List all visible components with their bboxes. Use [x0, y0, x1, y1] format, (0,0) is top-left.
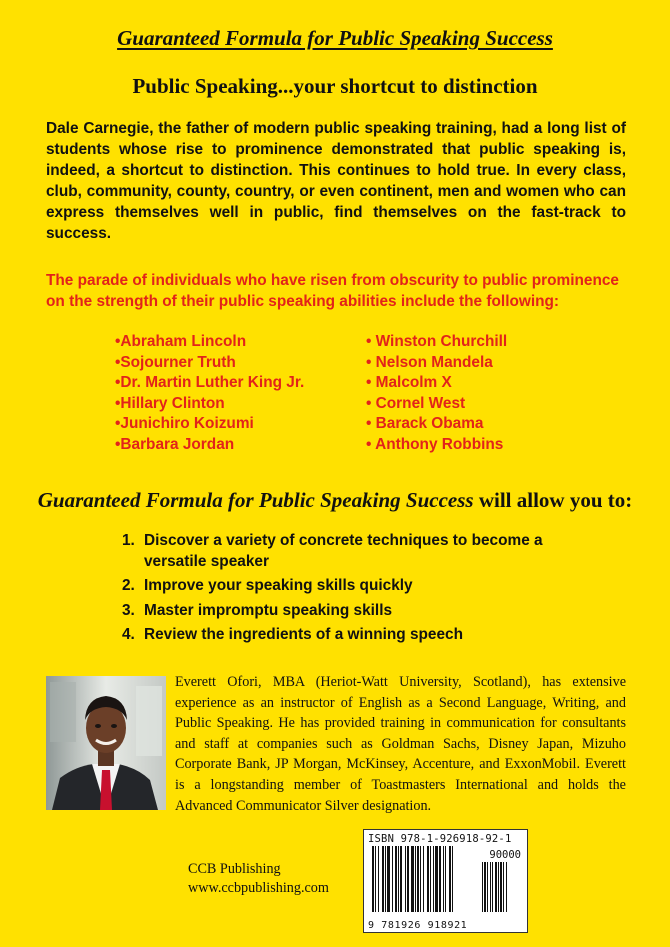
list-item: • Abraham Lincoln	[115, 332, 355, 353]
list-number: 4.	[122, 626, 135, 643]
list-number: 3.	[122, 601, 135, 619]
list-item: • Malcolm X	[366, 373, 606, 394]
publisher-name: CCB Publishing	[188, 861, 281, 877]
list-item: • Winston Churchill	[366, 332, 606, 353]
formula-heading	[0, 488, 670, 513]
benefits-list	[122, 531, 582, 650]
top-title: Guaranteed Formula for Public Speaking Success	[117, 26, 553, 50]
people-list-left	[115, 332, 355, 455]
list-item: • Barack Obama	[366, 414, 606, 435]
list-text: Master impromptu speaking skills	[144, 601, 393, 619]
list-number: 1.	[122, 532, 135, 549]
author-bio: Everett Ofori, MBA (Heriot-Watt University, Scotland), has extensive experience as an instructor of English as a Second Language, Writing, and Public Speaking. He has provided training in communication for consultants and staff at companies such as Goldman Sachs, Disney Japan, Mizuho Corporate Bank, JP Morgan, McKinsey, Accenture, and ExxonMobil. Everett is a longstanding member of Toastmasters International and holds the Advanced Communicator Silver designation.	[175, 674, 626, 814]
publisher-block	[188, 860, 329, 898]
list-item: • Junichiro Koizumi	[115, 414, 355, 435]
people-list-right	[366, 332, 606, 455]
formula-heading-rest: will allow you to:	[473, 488, 633, 512]
list-item: • Anthony Robbins	[366, 435, 606, 456]
author-photo	[46, 676, 166, 810]
list-item: • Hillary Clinton	[115, 394, 355, 415]
formula-heading-title: Guaranteed Formula for Public Speaking Success	[37, 488, 474, 512]
list-number: 2.	[122, 577, 135, 594]
list-item: • Sojourner Truth	[115, 353, 355, 374]
parade-intro-paragraph: The parade of individuals who have risen from obscurity to public prominence on the strength of their public speaking abilities include the following:	[46, 272, 619, 310]
subtitle: Public Speaking...your shortcut to distinction	[132, 74, 538, 98]
list-item: • Nelson Mandela	[366, 353, 606, 374]
list-text: Discover a variety of concrete techniques to become a versatile speaker	[144, 532, 543, 570]
intro-paragraph: Dale Carnegie, the father of modern public speaking training, had a long list of students whose rise to prominence demonstrated that public speaking is, indeed, a shortcut to distinction. This continues to hold true. In every class, club, community, county, country, or even continent, men and women who can express themselves well in public, find themselves on the fast-track to success.	[46, 120, 626, 242]
list-text: Improve your speaking skills quickly	[144, 577, 413, 594]
author-portrait-illustration	[46, 676, 166, 810]
list-item	[122, 625, 582, 646]
list-item	[122, 601, 582, 622]
list-item: • Cornel West	[366, 394, 606, 415]
list-item: • Barbara Jordan	[115, 435, 355, 456]
list-item: • Dr. Martin Luther King Jr.	[115, 373, 355, 394]
barcode-bars-icon	[370, 846, 520, 916]
list-item	[122, 576, 582, 597]
price-code: 90000	[489, 849, 521, 861]
barcode-digits: 9 781926 918921	[368, 920, 468, 931]
publisher-url: www.ccbpublishing.com	[188, 880, 329, 896]
list-item	[122, 531, 582, 572]
list-text: Review the ingredients of a winning speech	[144, 626, 463, 643]
isbn-barcode	[363, 829, 528, 933]
isbn-number: ISBN 978-1-926918-92-1	[368, 833, 512, 845]
